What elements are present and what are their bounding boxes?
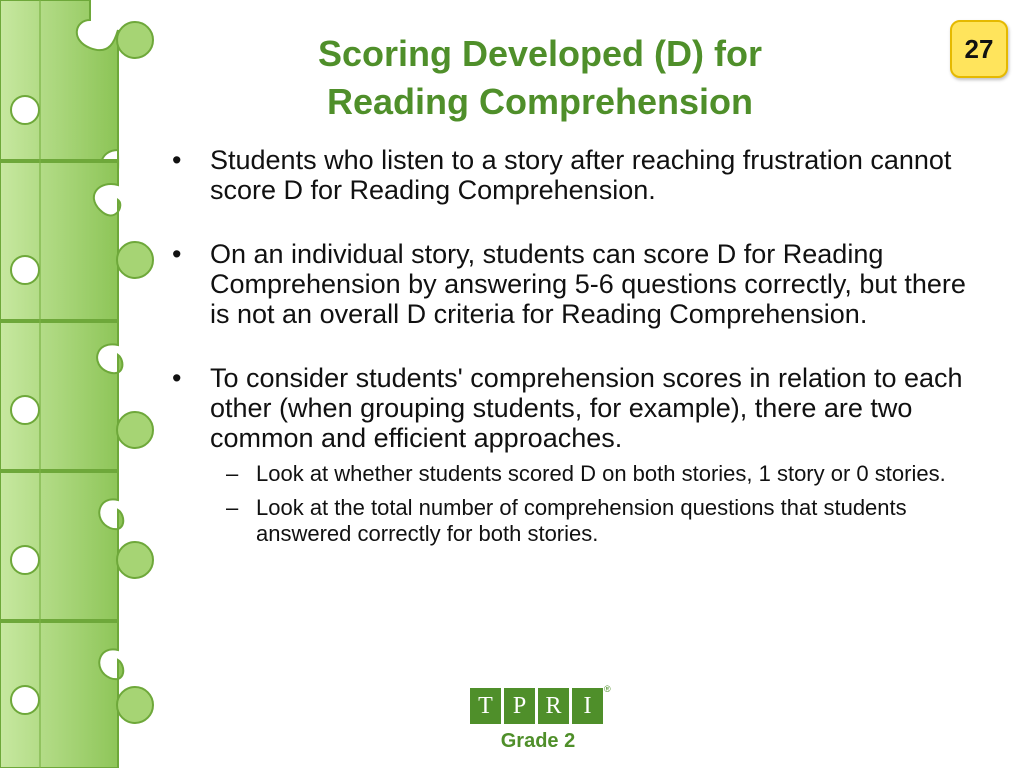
grade-label: Grade 2	[500, 730, 576, 752]
page-number: 27	[964, 33, 994, 64]
puzzle-knob	[117, 687, 153, 723]
slide-title-line-1: Scoring Developed (D) for	[317, 33, 763, 74]
registered-mark: ®	[604, 684, 611, 694]
bullet-marker: •	[172, 239, 182, 269]
bullet-item	[170, 363, 980, 453]
logo-letters	[470, 688, 620, 724]
sub-bullet-item	[210, 461, 980, 487]
puzzle-knob	[117, 542, 153, 578]
puzzle-piece	[0, 472, 123, 620]
bullet-text: On an individual story, students can score D for Reading Comprehension by answering 5-6 questions correctly, but there is not an overall D criteria for Reading Comprehension.	[210, 239, 966, 329]
puzzle-border-decoration	[0, 0, 160, 768]
puzzle-knob	[117, 22, 153, 58]
tpri-logo	[470, 684, 620, 764]
logo-letter-p: P	[504, 688, 535, 724]
puzzle-piece	[0, 0, 118, 179]
bullet-text: Students who listen to a story after reaching frustration cannot score D for Reading Comprehension.	[210, 145, 952, 205]
sub-bullet-marker: –	[226, 461, 239, 486]
slide-title	[190, 30, 890, 126]
puzzle-knob	[117, 412, 153, 448]
sub-bullet-marker: –	[226, 495, 239, 520]
bullet-item	[170, 239, 980, 329]
bullet-marker: •	[172, 363, 182, 393]
logo-letter-t: T	[470, 688, 501, 724]
bullet-item	[170, 145, 980, 205]
bullet-list	[170, 145, 980, 547]
puzzle-knob	[117, 242, 153, 278]
logo-letter-i: I	[572, 688, 603, 724]
sub-bullet-text: Look at whether students scored D on both stories, 1 story or 0 stories.	[256, 461, 946, 486]
bullet-marker: •	[172, 145, 182, 175]
logo-letter-r: R	[538, 688, 569, 724]
puzzle-piece	[0, 322, 122, 470]
sub-bullet-text: Look at the total number of comprehension questions that students answered correctly for both stories.	[256, 495, 907, 546]
puzzle-piece	[0, 162, 120, 320]
page-number-badge	[950, 20, 1008, 78]
sub-bullet-item	[210, 495, 980, 547]
bullet-text: To consider students' comprehension scores in relation to each other (when grouping students, for example), there are two common and efficient approaches.	[210, 363, 963, 453]
slide-title-line-2: Reading Comprehension	[326, 81, 754, 122]
